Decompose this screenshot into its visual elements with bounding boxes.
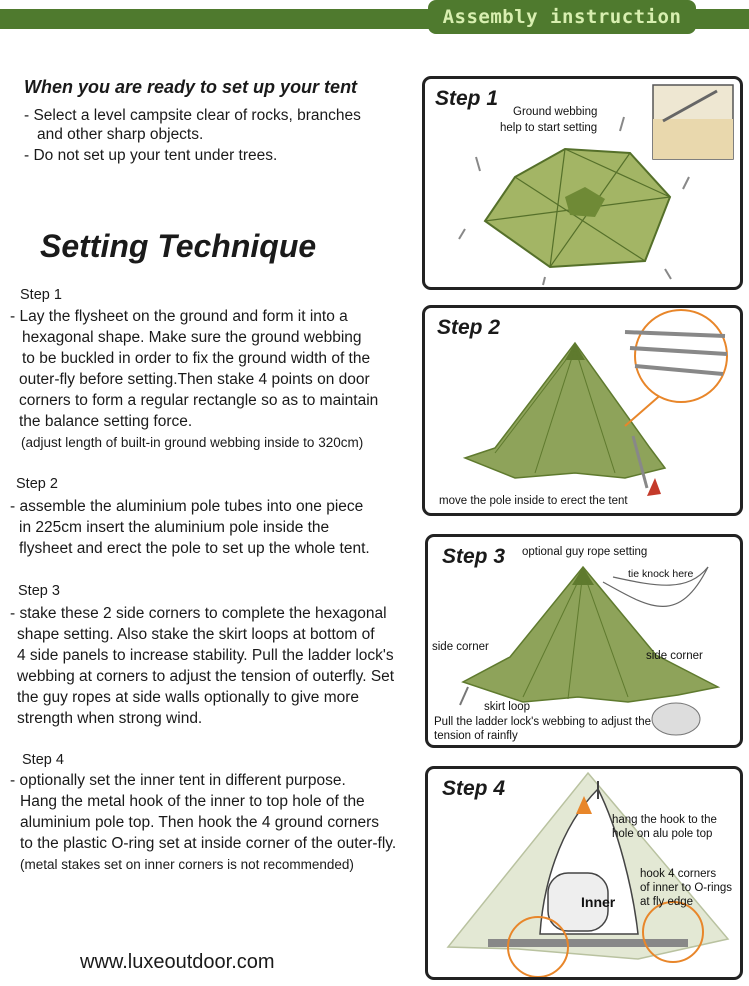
skirt-loop-caption: skirt loop — [484, 701, 531, 713]
step4-label: Step 4 — [442, 777, 506, 800]
step-note: (adjust length of built-in ground webbing inside to 320cm) — [21, 435, 364, 450]
step2-caption: move the pole inside to erect the tent — [439, 495, 628, 507]
step1-panel — [422, 76, 743, 290]
step-line: 4 side panels to increase stability. Pull the ladder lock's — [17, 647, 394, 664]
step-line: - Lay the flysheet on the ground and form it into a — [10, 308, 348, 325]
hook-corners-caption: of inner to O-rings — [640, 882, 733, 894]
ladder-lock-caption: Pull the ladder lock's webbing to adjust the — [434, 716, 651, 728]
step-line: in 225cm insert the aluminium pole inside the — [19, 519, 330, 536]
step-line: corners to form a regular rectangle so as to maintain — [19, 392, 379, 409]
step-line: aluminium pole top. Then hook the 4 ground corners — [20, 814, 380, 831]
guy-rope-caption: optional guy rope setting — [522, 546, 648, 558]
step-line: the guy ropes at side walls optionally to give more — [17, 689, 360, 706]
step3-label: Step 3 — [442, 545, 506, 568]
intro-line: - Do not set up your tent under trees. — [24, 147, 278, 164]
step4-panel — [425, 766, 743, 980]
step-line: shape setting. Also stake the skirt loops at bottom of — [17, 626, 375, 643]
step-note: (metal stakes set on inner corners is not recommended) — [20, 857, 354, 872]
step-line: the balance setting force. — [19, 413, 193, 430]
ground-webbing-caption: Ground webbing — [513, 106, 598, 118]
ladder-lock-caption: tension of rainfly — [434, 730, 518, 742]
intro-title: When you are ready to set up your tent — [24, 77, 358, 97]
section-title: Setting Technique — [40, 228, 317, 264]
hook-corners-caption: at fly edge — [640, 896, 694, 908]
step2-label: Step 2 — [437, 316, 501, 339]
intro-line: - Select a level campsite clear of rocks, branches — [24, 107, 361, 124]
step1-label: Step 1 — [435, 87, 499, 110]
step-heading: Step 1 — [20, 287, 62, 303]
step-line: to be buckled in order to fix the ground width of the — [22, 350, 371, 367]
step-heading: Step 3 — [18, 583, 60, 599]
step-line: webbing at corners to adjust the tension of outerfly. Set — [17, 668, 395, 685]
step-heading: Step 4 — [22, 752, 64, 768]
hang-hook-caption: hole on alu pole top — [612, 828, 713, 840]
website-url: www.luxeoutdoor.com — [80, 951, 275, 973]
ground-webbing-caption: help to start setting — [500, 122, 598, 134]
tie-knock-caption: tie knock here — [628, 568, 694, 580]
hook-corners-caption: hook 4 corners — [640, 868, 717, 880]
step2-panel — [422, 305, 743, 516]
intro-line: and other sharp objects. — [37, 126, 204, 143]
step-line: hexagonal shape. Make sure the ground webbing — [22, 329, 362, 346]
side-corner-left: side corner — [432, 641, 489, 653]
side-corner-right: side corner — [646, 650, 703, 662]
step-line: strength when strong wind. — [17, 710, 203, 727]
step-line: - stake these 2 side corners to complete the hexagonal — [10, 605, 387, 622]
step-line: Hang the metal hook of the inner to top hole of the — [20, 793, 365, 810]
inner-tent-label: Inner — [581, 894, 616, 910]
hang-hook-caption: hang the hook to the — [612, 814, 717, 826]
step-heading: Step 2 — [16, 476, 58, 492]
step-line: outer-fly before setting.Then stake 4 points on door — [19, 371, 370, 388]
step-line: flysheet and erect the pole to set up the whole tent. — [19, 540, 370, 557]
step-line: to the plastic O-ring set at inside corner of the outer-fly. — [20, 835, 397, 852]
step3-panel — [425, 534, 743, 748]
step-line: - assemble the aluminium pole tubes into one piece — [10, 498, 364, 515]
header-tab: Assembly instruction — [428, 0, 696, 34]
step-line: - optionally set the inner tent in different purpose. — [10, 772, 346, 789]
